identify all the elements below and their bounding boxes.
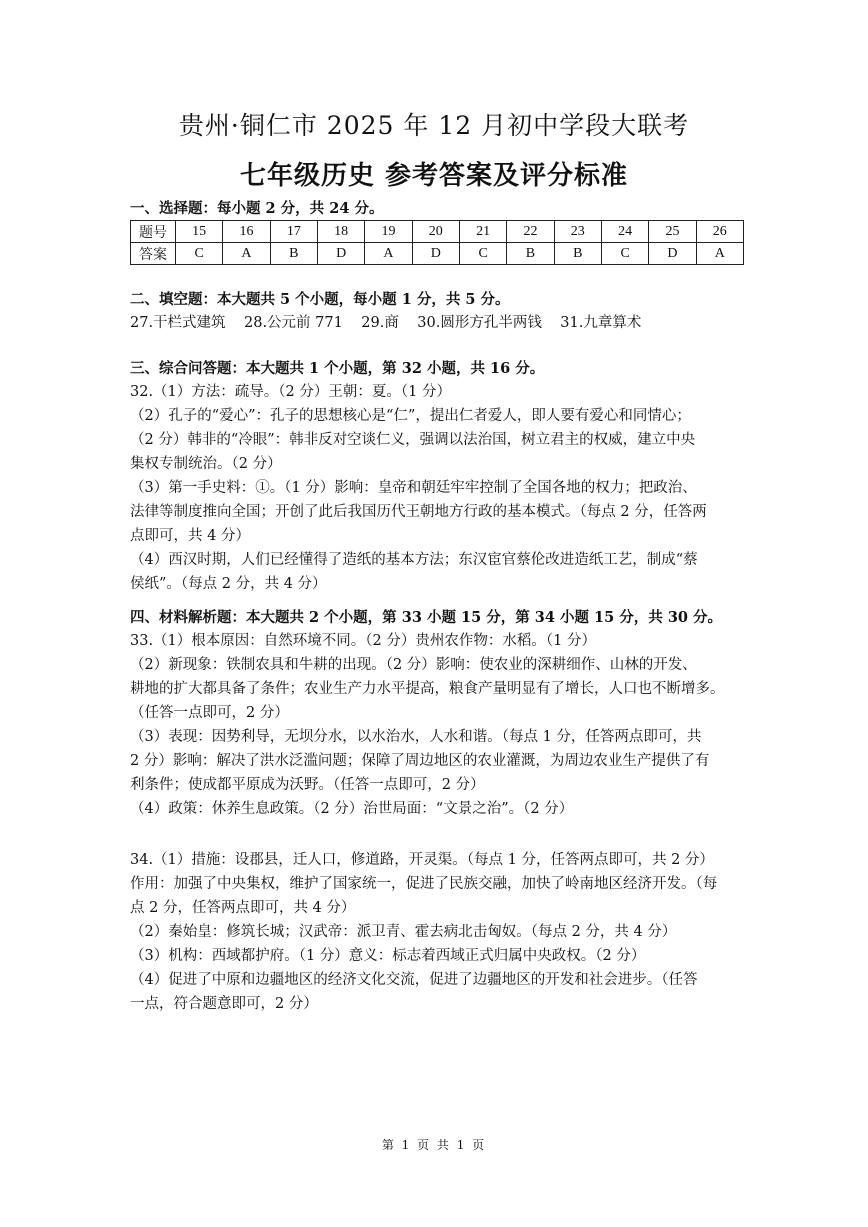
row-label: 答案 — [131, 243, 176, 265]
table-cell: 26 — [696, 221, 743, 243]
table-cell: 19 — [365, 221, 412, 243]
table-cell: B — [554, 243, 601, 265]
answer-line: 作用：加强了中央集权，维护了国家统一，促进了民族交融，加快了岭南地区经济开发。（每 — [130, 876, 718, 892]
list-item: 27.干栏式建筑 — [130, 315, 226, 331]
table-cell: A — [696, 243, 743, 265]
answer-line: 34.（1）措施：设郡县，迁人口，修道路，开灵渠。（每点 1 分，任答两点即可，共 2 分） — [130, 852, 714, 868]
table-cell: D — [317, 243, 364, 265]
answer-line: （3）表现：因势利导，无坝分水，以水治水，人水和谐。（每点 1 分，任答两点即可，共 — [130, 729, 702, 745]
answer-line: （2）秦始皇：修筑长城；汉武帝：派卫青、霍去病北击匈奴。（每点 2 分，共 4 分） — [130, 924, 677, 940]
answer-line: 一点，符合题意即可，2 分） — [130, 996, 318, 1012]
table-cell: 22 — [507, 221, 554, 243]
row-label: 题号 — [131, 221, 176, 243]
section-heading: 一、选择题：每小题 2 分，共 24 分。 — [130, 200, 384, 217]
table-cell: A — [223, 243, 270, 265]
list-item: 29.商 — [361, 315, 399, 331]
section-heading: 四、材料解析题：本大题共 2 个小题，第 33 小题 15 分，第 34 小题 15 分，共 30 分。 — [130, 609, 723, 626]
section-choice — [130, 198, 755, 220]
table-cell: B — [507, 243, 554, 265]
table-cell: 18 — [317, 221, 364, 243]
table-row — [131, 243, 744, 265]
list-item: 28.公元前 771 — [244, 315, 343, 331]
list-item: 30.圆形方孔半两钱 — [417, 315, 542, 331]
table-cell: 24 — [601, 221, 648, 243]
answer-line: （4）政策：休养生息政策。（2 分）治世局面：“文景之治”。（2 分） — [130, 801, 574, 817]
section-fill-blank — [130, 289, 755, 335]
answer-line: 法律等制度推向全国；开创了此后我国历代王朝地方行政的基本模式。（每点 2 分，任答两 — [130, 504, 707, 520]
answer-line: （任答一点即可，2 分） — [130, 705, 289, 721]
answer-table — [130, 220, 744, 265]
answer-line: （2）新现象：铁制农具和牛耕的出现。（2 分）影响：使农业的深耕细作、山林的开发、 — [130, 657, 697, 673]
question-34 — [130, 848, 755, 1016]
answer-line: 点 2 分，任答两点即可，共 4 分） — [130, 900, 356, 916]
table-cell: A — [365, 243, 412, 265]
answer-line: （3）机构：西域都护府。（1 分）意义：标志着西域正式归属中央政权。（2 分） — [130, 948, 646, 964]
table-cell: D — [412, 243, 459, 265]
answer-line: （2）孔子的“爱心”：孔子的思想核心是“仁”，提出仁者爱人，即人要有爱心和同情心； — [130, 408, 691, 424]
answer-line: 点即可，共 4 分） — [130, 528, 250, 544]
answer-line: 33.（1）根本原因：自然环境不同。（2 分）贵州农作物：水稻。（1 分） — [130, 633, 596, 649]
table-row — [131, 221, 744, 243]
table-cell: C — [459, 243, 506, 265]
answer-line: （4）西汉时期，人们已经懂得了造纸的基本方法；东汉宦官蔡伦改进造纸工艺，制成“蔡 — [130, 552, 698, 568]
table-cell: C — [176, 243, 223, 265]
answer-line: 32.（1）方法：疏导。（2 分）王朝：夏。（1 分） — [130, 384, 451, 400]
table-cell: 21 — [459, 221, 506, 243]
table-cell: 15 — [176, 221, 223, 243]
answer-line: 侯纸”。（每点 2 分，共 4 分） — [130, 576, 327, 592]
answer-line: 利条件；使成都平原成为沃野。（任答一点即可，2 分） — [130, 777, 485, 793]
list-item: 31.九章算术 — [560, 315, 642, 331]
section-comprehensive — [130, 358, 755, 596]
section-heading: 三、综合问答题：本大题共 1 个小题，第 32 小题，共 16 分。 — [130, 360, 545, 377]
answer-line: （3）第一手史料：①。（1 分）影响：皇帝和朝廷牢牢控制了全国各地的权力；把政治、 — [130, 480, 697, 496]
page-number: 第 1 页 共 1 页 — [381, 1138, 487, 1152]
table-cell: B — [270, 243, 317, 265]
table-cell: C — [601, 243, 648, 265]
answer-line: 耕地的扩大都具备了条件；农业生产力水平提高，粮食产量明显有了增长，人口也不断增多。 — [130, 681, 725, 697]
table-cell: 20 — [412, 221, 459, 243]
page-title: 贵州·铜仁市 2025 年 12 月初中学段大联考 — [178, 111, 690, 140]
table-cell: 16 — [223, 221, 270, 243]
section-heading: 二、填空题：本大题共 5 个小题，每小题 1 分，共 5 分。 — [130, 291, 510, 308]
answer-line: （2 分）韩非的“冷眼”：韩非反对空谈仁义，强调以法治国，树立君主的权威，建立中央 — [130, 432, 696, 448]
table-cell: D — [649, 243, 696, 265]
answer-line: 2 分）影响：解决了洪水泛滥问题；保障了周边地区的农业灌溉，为周边农业生产提供了有 — [130, 753, 710, 769]
table-cell: 17 — [270, 221, 317, 243]
fill-answers — [130, 311, 755, 335]
table-cell: 23 — [554, 221, 601, 243]
section-material-analysis — [130, 607, 755, 821]
table-cell: 25 — [649, 221, 696, 243]
answer-line: 集权专制统治。（2 分） — [130, 456, 282, 472]
answer-line: （4）促进了中原和边疆地区的经济文化交流，促进了边疆地区的开发和社会进步。（任答 — [130, 972, 698, 988]
page-subtitle: 七年级历史 参考答案及评分标准 — [239, 161, 629, 191]
